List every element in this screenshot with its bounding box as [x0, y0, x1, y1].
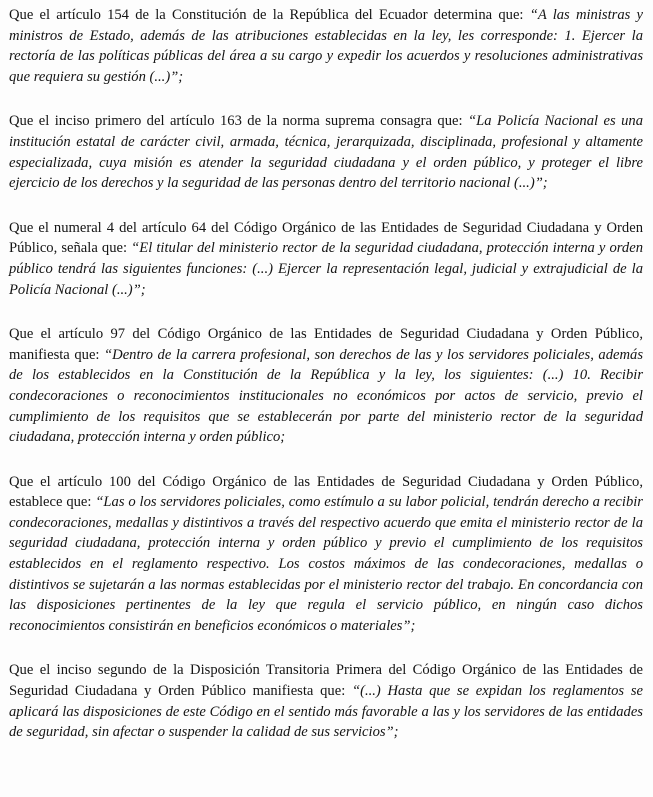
paragraph-intro: Que el artículo 100 del Código Orgánico de las Entidades de Seguridad Ciudadana y Orden Público, establece que: — [9, 473, 643, 511]
paragraph-intro: Que el inciso primero del artículo 163 de la norma suprema consagra que: — [9, 113, 468, 130]
considerando-art-64-coescop — [9, 218, 643, 300]
paragraph-intro: Que el artículo 154 de la Constitución de la República del Ecuador determina que: — [9, 7, 530, 23]
paragraph-intro: Que el artículo 97 del Código Orgánico de las Entidades de Seguridad Ciudadana y Orden Público, manifiesta que: — [9, 326, 643, 363]
legal-quote: “(...) Hasta que se expidan los reglamentos se aplicará las disposiciones de este Código en el sentido más favorable a las y los servidores de las entidades de seguridad, sin afectar o suspender la calidad de sus servicios”; — [9, 683, 643, 741]
considerando-disposicion-transitoria-primera — [9, 660, 643, 742]
legal-quote: “A las ministras y ministros de Estado, además de las atribuciones establecidas en la ley, les corresponde: 1. Ejercer la rectoría de las políticas públicas del área a su cargo y expedir los acuerdos y resoluciones administrativas que requiera su gestión (...)”; — [9, 7, 643, 85]
legal-quote: “El titular del ministerio rector de la seguridad ciudadana, protección interna y orden público tendrá las siguientes funciones: (...) Ejercer la representación legal, judicial y extrajudicial de la Policía Nacional (...)”; — [9, 240, 643, 298]
considerando-art-97-coescop — [9, 324, 643, 448]
considerando-art-100-coescop — [9, 472, 643, 637]
considerando-art-154-constitucion — [9, 5, 643, 87]
legal-quote: “Las o los servidores policiales, como estímulo a su labor policial, tendrán derecho a recibir condecoraciones, medallas y distintivos a través del respectivo acuerdo que emita el ministerio rector de la seguridad ciudadana, protección interna y orden público y previo el cumplimiento de los requisitos establecidos en el reglamento respectivo. Los costos máximos de las condecoraciones, medallas o distintivos se sujetarán a las normas establecidas por el ministerio rector del trabajo. En concordancia con las disposiciones pertinentes de la ley que regula el servicio público, en ningún caso dichos reconocimientos consistirán en beneficios económicos o materiales”; — [9, 494, 643, 634]
paragraph-intro: Que el numeral 4 del artículo 64 del Código Orgánico de las Entidades de Seguridad Ciudadana y Orden Público, señala que: — [9, 219, 643, 257]
legal-quote: “Dentro de la carrera profesional, son derechos de las y los servidores policiales, además de los establecidos en la Constitución de la República y la ley, los siguientes: (...) 10. Recibir condecoraciones o reconocimientos institucionales no económicos por actos de servicio, previo el cumplimiento de los requisitos que se establecerán por parte del ministerio rector de la seguridad ciudadana, protección interna y orden público; — [9, 346, 643, 446]
considerando-art-163-constitucion — [9, 111, 643, 193]
paragraph-intro: Que el inciso segundo de la Disposición Transitoria Primera del Código Orgánico de las Entidades de Seguridad Ciudadana y Orden Público manifiesta que: — [9, 662, 643, 700]
legal-quote: “La Policía Nacional es una institución estatal de carácter civil, armada, técnica, jerarquizada, disciplinada, profesional y altamente especializada, cuya misión es atender la seguridad ciudadana y el orden público, y proteger el libre ejercicio de los derechos y la seguridad de las personas dentro del territorio nacional (...)”; — [9, 113, 644, 192]
